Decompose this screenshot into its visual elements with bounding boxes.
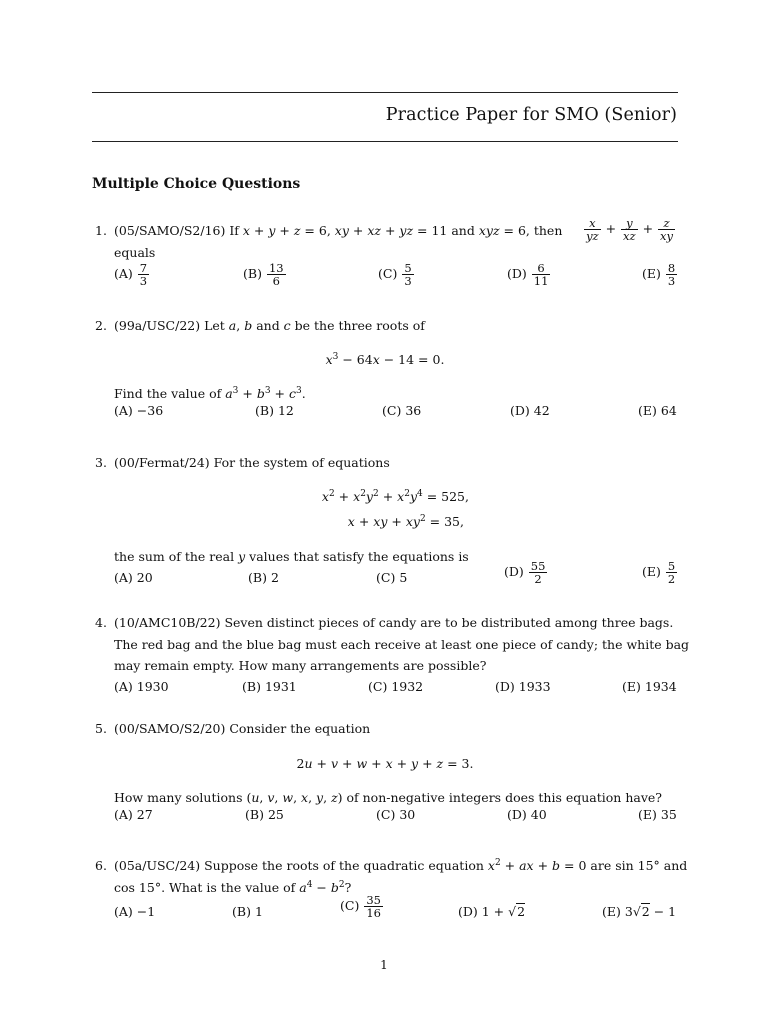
answer-options	[114, 807, 678, 829]
option-d[interactable]: (D) 42	[510, 402, 550, 418]
question-source: (10/AMC10B/22)	[114, 615, 221, 630]
fraction-y-over-xz: $\frac{y}{xz}$	[623, 216, 636, 244]
question-source: (05/SAMO/S2/16)	[114, 223, 226, 238]
question-stem-tail: equals	[114, 245, 156, 260]
question-stem	[114, 455, 390, 472]
answer-options	[114, 558, 678, 592]
option-e[interactable]: (E) 64	[638, 402, 677, 418]
question-source: (99a/USC/22)	[114, 318, 201, 333]
question-stem	[114, 721, 370, 738]
fraction-x-over-yz: $\frac{x}{yz}$	[586, 216, 599, 244]
question-source: (00/SAMO/S2/20)	[114, 721, 226, 736]
option-d[interactable]: (D) 1 + √2	[458, 904, 526, 919]
section-heading: Multiple Choice Questions	[92, 176, 301, 192]
question-stem-tail: Find the value of $a^3 + b^3 + c^3$.	[114, 385, 306, 401]
option-a[interactable]: (A) 27	[114, 806, 153, 822]
answer-options	[114, 679, 678, 701]
question-4	[92, 615, 690, 701]
answer-options	[114, 403, 678, 425]
page-number: 1	[380, 958, 388, 972]
answer-options	[114, 262, 678, 288]
question-equation-system	[92, 485, 678, 539]
option-b[interactable]: (B) 1931	[242, 679, 297, 694]
question-5	[92, 721, 678, 829]
question-source: (05a/USC/24)	[114, 858, 201, 873]
question-text-line-1: Suppose the roots of the quadratic equation $x^2$ + ax + b = 0 are sin 15° and	[204, 857, 688, 873]
question-text: For the system of equations	[213, 455, 390, 470]
option-c[interactable]: (C) $\frac{35}{16}$	[340, 893, 381, 921]
paper-title: Practice Paper for SMO (Senior)	[385, 105, 677, 125]
option-b[interactable]: (B) 2	[248, 569, 279, 585]
answer-options	[114, 893, 678, 926]
question-3	[92, 455, 678, 592]
fraction-z-over-xy: $\frac{z}{xy}$	[660, 216, 673, 244]
question-number: 2.	[95, 318, 107, 333]
option-a[interactable]: (A) $\frac{7}{3}$	[114, 260, 148, 288]
equation-line-2: x + xy + $xy^2 = 35$,	[347, 513, 464, 529]
option-e[interactable]: (E) $\frac{5}{2}$	[642, 558, 676, 586]
equation-line-1: $x^2 + x^2y^2 + x^2y^4 = 525$,	[321, 488, 469, 504]
option-e[interactable]: (E) 35	[638, 806, 677, 822]
option-a[interactable]: (A) 20	[114, 569, 153, 585]
question-number: 3.	[95, 455, 107, 470]
question-1	[92, 217, 678, 288]
question-source: (00/Fermat/24)	[114, 455, 210, 470]
question-text-line-2: The red bag and the blue bag must each receive at least one piece of candy; the white bag	[114, 637, 690, 652]
question-expression: $\frac{x}{yz}$ + $\frac{y}{xz}$ + $\frac{z}{xy}$	[586, 216, 673, 244]
question-text-line-3: may remain empty. How many arrangements are possible?	[114, 658, 487, 673]
option-c[interactable]: (C) $\frac{5}{3}$	[378, 260, 412, 288]
option-e[interactable]: (E) $\frac{8}{3}$	[642, 260, 676, 288]
question-number: 6.	[95, 858, 107, 873]
option-c[interactable]: (C) 36	[382, 402, 422, 418]
header-rule-bottom	[92, 141, 678, 142]
option-c[interactable]: (C) 1932	[368, 679, 424, 694]
option-c[interactable]: (C) 30	[376, 806, 416, 822]
question-6	[92, 857, 688, 926]
option-e[interactable]: (E) 1934	[622, 679, 677, 694]
option-d[interactable]: (D) 1933	[495, 679, 551, 694]
option-a[interactable]: (A) 1930	[114, 679, 169, 694]
option-b[interactable]: (B) 12	[255, 402, 294, 418]
option-c[interactable]: (C) 5	[376, 569, 408, 585]
question-stem-tail: How many solutions (u, v, w, x, y, z) of non-negative integers does this equation have?	[114, 790, 662, 805]
option-b[interactable]: (B) 1	[232, 904, 263, 919]
question-text: Let a, b and c be the three roots of	[204, 318, 425, 333]
question-equation: 2u + v + w + x + y + z = 3.	[296, 756, 474, 771]
option-d[interactable]: (D) $\frac{55}{2}$	[504, 558, 546, 586]
question-text-line-1: Seven distinct pieces of candy are to be distributed among three bags.	[224, 615, 674, 630]
question-text: If x + y + z = 6, xy + xz + yz = 11 and xyz = 6, then	[229, 223, 563, 238]
question-stem	[114, 615, 673, 632]
question-number: 4.	[95, 615, 107, 630]
header-rule-top	[92, 92, 678, 93]
option-a[interactable]: (A) −36	[114, 402, 164, 418]
option-d[interactable]: (D) 40	[507, 806, 547, 822]
question-number: 5.	[95, 721, 107, 736]
question-stem	[114, 858, 687, 875]
question-text-line-2: cos 15°. What is the value of $a^4 - b^2$?	[114, 879, 352, 895]
question-stem	[114, 223, 562, 240]
question-equation: $x^3 - 64x - 14 = 0$.	[325, 351, 445, 367]
option-b[interactable]: (B) 25	[245, 806, 284, 822]
option-a[interactable]: (A) −1	[114, 904, 156, 919]
question-number: 1.	[95, 223, 107, 238]
option-e[interactable]: (E) 3√2 − 1	[602, 904, 677, 919]
question-stem	[114, 318, 425, 335]
question-2	[92, 318, 678, 425]
option-b[interactable]: (B) $\frac{13}{6}$	[243, 260, 284, 288]
question-text: Consider the equation	[229, 721, 371, 736]
option-d[interactable]: (D) $\frac{6}{11}$	[507, 260, 549, 288]
question-stem-tail: the sum of the real y values that satisfy the equations is	[114, 549, 469, 564]
